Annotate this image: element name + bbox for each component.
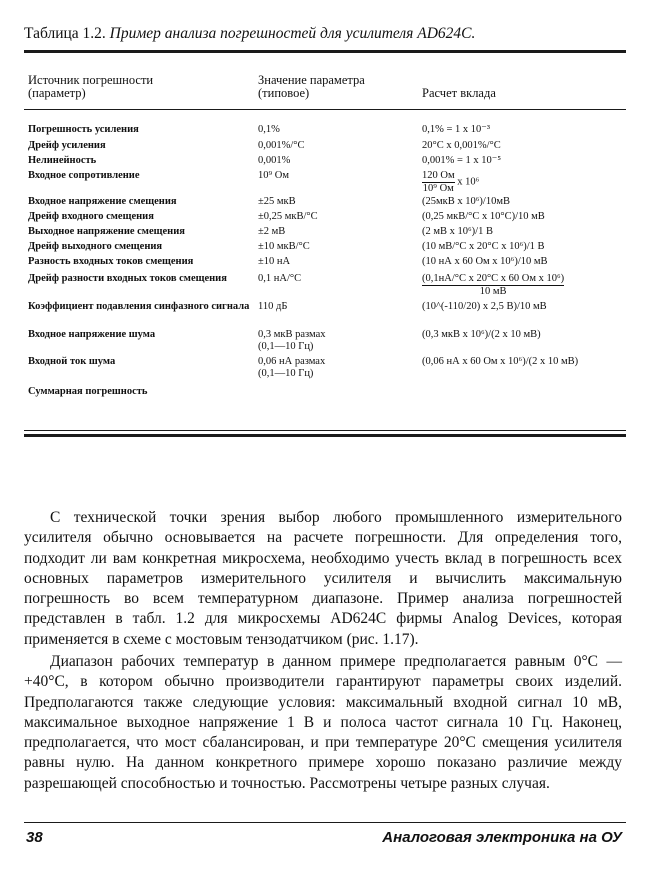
row-source: Входной ток шума (28, 356, 116, 367)
row-value (258, 170, 289, 182)
row-calc: (0,06 нА x 60 Ом x 10⁶)/(2 x 10 мВ) (422, 356, 579, 367)
header-source (28, 74, 153, 100)
header-source-line2: (параметр) (28, 86, 86, 100)
header-value (258, 74, 365, 100)
row-value (258, 226, 285, 238)
header-value-line2: (типовое) (258, 86, 310, 100)
row-calc: (0,25 мкВ/°C x 10°C)/10 мВ (422, 211, 545, 222)
row-value-text: ±10 нА (258, 256, 291, 267)
row-calc: 0,1% = 1 x 10⁻³ (422, 124, 490, 135)
row-value (258, 356, 325, 380)
header-source-line1: Источник погрешности (28, 73, 154, 87)
row-value (258, 196, 296, 208)
row-source: Коэффициент подавления синфазного сигнала (28, 301, 250, 312)
row-value-text: 0,3 мкВ размах (258, 329, 326, 340)
row-calc: (10 мВ/°C x 20°C x 10⁶)/1 В (422, 241, 545, 252)
row-value-text: 0,1 нА/°C (258, 273, 302, 284)
row-value-text: ±25 мкВ (258, 196, 296, 207)
row-source: Дрейф разности входных токов смещения (28, 273, 227, 284)
row-calc: (0,3 мкВ x 10⁶)/(2 x 10 мВ) (422, 329, 541, 340)
footer-rule (24, 822, 626, 823)
row-calc: (25мкВ x 10⁶)/10мВ (422, 196, 510, 207)
row-value-text: ±0,25 мкВ/°C (258, 211, 318, 222)
row-calc (422, 273, 564, 298)
row-value-text: 0,06 нА размах (258, 356, 326, 367)
row-calc: 0,001% = 1 x 10⁻⁵ (422, 155, 501, 166)
row-value-range: (0,1—10 Гц) (258, 368, 314, 379)
row-calc: (2 мВ x 10⁶)/1 В (422, 226, 493, 237)
row-source: Суммарная погрешность (28, 386, 148, 397)
row-value (258, 241, 310, 253)
row-calc-tail: x 10⁶ (454, 176, 480, 188)
row-value-text: 0,001% (258, 155, 291, 166)
paragraph-1: С технической точки зрения выбор любого промышленного измерительного усилителя обычно основывается на расчете погрешности. Для определения того, подходит ли вам конкретная микросхема, необходимо учесть вклад в погрешность всех основных параметров измерительного усилителя и вычислить максимальную погрешность во всем температурном диапазоне. Пример анализа погрешностей представлен в табл. 1.2 для микросхемы AD624C фирмы Analog Devices, которая применяется в схеме с мостовым тензодатчиком (рис. 1.17). (24, 509, 622, 648)
page-number: 38 (26, 829, 43, 846)
row-calc-denominator: 10⁹ Ом (422, 183, 454, 194)
row-value (258, 140, 305, 152)
row-value (258, 124, 280, 136)
row-value (258, 301, 287, 313)
row-value-range: (0,1—10 Гц) (258, 341, 314, 352)
row-source: Погрешность усиления (28, 124, 139, 135)
row-source: Входное напряжение шума (28, 329, 156, 340)
row-value (258, 256, 290, 268)
header-rule (24, 109, 626, 110)
row-calc-numerator: 120 Ом (422, 170, 455, 181)
table-bottom-rule-thin (24, 430, 626, 431)
paragraph-2: Диапазон рабочих температур в данном примере предполагается равным 0°C — +40°C, в котором обычно производители гарантируют параметры своих изделий. Предполагаются также следующие условия: максимальный входной сигнал 10 мВ, максимальное выходное напряжение 1 В и полоса частот сигнала 10 Гц. Наконец, предполагается, что мост сбалансирован, и при температуре 20°C смещения усилителя равны нулю. На данном конкретного примере хорошо показано различие между разрешающей способностью и точностью. Рассмотрены четыре разных случая. (24, 653, 622, 792)
row-value-text: ±2 мВ (258, 226, 286, 237)
table-caption (24, 25, 626, 43)
row-calc (422, 170, 479, 195)
row-source: Дрейф усиления (28, 140, 106, 151)
row-source: Дрейф выходного смещения (28, 241, 163, 252)
row-calc: 20°C x 0,001%/°C (422, 140, 501, 151)
row-value (258, 329, 326, 353)
row-value-text: 0,001%/°C (258, 140, 305, 151)
row-value (258, 211, 318, 223)
row-source: Выходное напряжение смещения (28, 226, 185, 237)
row-calc-numerator: (0,1нА/°C x 20°C x 60 Ом x 10⁶) (422, 273, 565, 284)
row-value-text: 10⁹ Ом (258, 170, 290, 181)
table-top-rule (24, 50, 626, 53)
header-calc: Расчет вклада (422, 86, 496, 100)
row-source: Дрейф входного смещения (28, 211, 154, 222)
row-source: Входное напряжение смещения (28, 196, 177, 207)
row-source: Входное сопротивление (28, 170, 140, 181)
header-value-line1: Значение параметра (258, 73, 365, 87)
row-value (258, 273, 301, 285)
table-caption-label: Таблица 1.2. (24, 25, 106, 42)
row-source: Нелинейность (28, 155, 97, 166)
table-caption-title: Пример анализа погрешностей для усилителя AD624C. (109, 25, 476, 42)
row-value-text: 110 дБ (258, 301, 288, 312)
row-source: Разность входных токов смещения (28, 256, 194, 267)
row-value-text: 0,1% (258, 124, 280, 135)
row-value (258, 155, 290, 167)
table-bottom-rule (24, 434, 626, 437)
row-calc-denominator: 10 мВ (479, 286, 507, 297)
running-title: Аналоговая электроника на ОУ (382, 829, 622, 846)
row-calc: (10^(-110/20) x 2,5 В)/10 мВ (422, 301, 547, 312)
row-value-text: ±10 мкВ/°C (258, 241, 310, 252)
row-calc: (10 нА x 60 Ом x 10⁶)/10 мВ (422, 256, 548, 267)
